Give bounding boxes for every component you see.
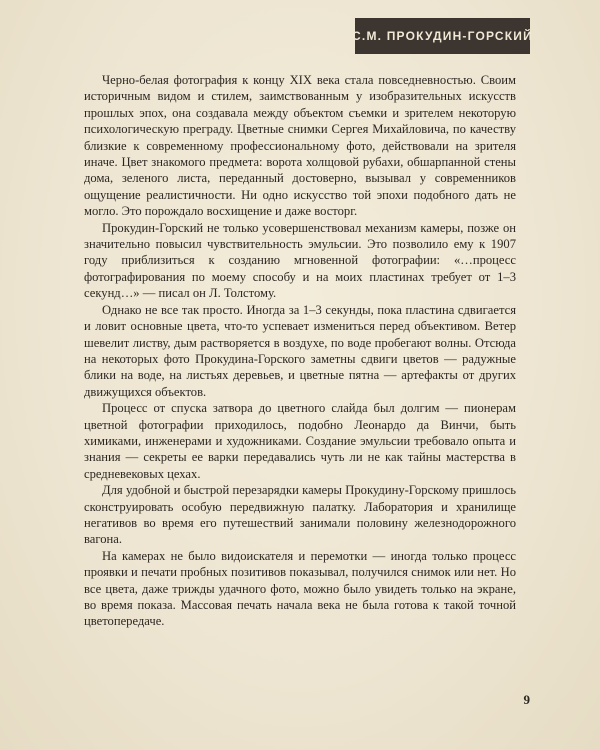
paragraph-2: Прокудин-Горский не только усовершенствовал механизм камеры, позже он значительно повысил чувствительность эмульсии. Это позволило ему к 1907 году приблизиться к созданию мгновенной фотографии: «…процесс фотографирования по моему способу и на моих пластинах требует от 1–3 секунд…» — писал он Л. Толстому. [84,220,516,301]
page-number: 9 [523,692,530,707]
paragraph-1: Черно-белая фотография к концу XIX века стала повседневностью. Своим историчным видом и стилем, заимствованным у изобразительных искусств прошлых эпох, она создавала между объектом съемки и зрителем некоторую психологическую преграду. Цветные снимки Сергея Михайловича, по качеству близкие к современному профессиональному фото, действовали на зрителя иначе. Цвет знакомого предмета: ворота холщовой рубахи, обшарпанной стены дома, зеленого листа, переданный достоверно, вызывал у современников ощущение реалистичности. Ни одно искусство той эпохи подобного дать не могло. Это порождало восхищение и даже восторг. [84,73,516,219]
body-text [84,72,516,630]
paragraph-6: На камерах не было видоискателя и перемотки — иногда только процесс проявки и печати пробных позитивов показывал, получился снимок или нет. Но все цвета, даже трижды удачного фото, можно было увидеть только на экране, во время показа. Массовая печать начала века не была готова к такой точной цветопередаче. [84,548,516,629]
paragraph-4: Процесс от спуска затвора до цветного слайда был долгим — пионерам цветной фотографии приходилось, подобно Леонардо да Винчи, быть химиками, инженерами и художниками. Создание эмульсии требовало опыта и знания — секреты ее варки передавались чуть ли не как тайны мастерства в средневековых цехах. [84,401,516,481]
running-header [352,18,533,54]
paragraph-3: Однако не все так просто. Иногда за 1–3 секунды, пока пластина сдвигается и ловит основные цвета, что-то успевает измениться перед объективом. Ветер шевелит листву, дым растворяется в воздухе, по воде пробегают волны. Отсюда на некоторых фото Прокудина-Горского заметны сдвиги цветов — радужные блики на воде, на листьях деревьев, и цветные пятна — артефакты от других движущихся объектов. [84,302,516,399]
running-header-title: С.М. ПРОКУДИН-ГОРСКИЙ [352,29,533,43]
paragraph-5: Для удобной и быстрой перезарядки камеры Прокудину-Горскому пришлось сконструировать особую передвижную палатку. Лаборатория и хранилище негативов во время его путешествий занимали половину железнодорожного вагона. [84,483,516,547]
